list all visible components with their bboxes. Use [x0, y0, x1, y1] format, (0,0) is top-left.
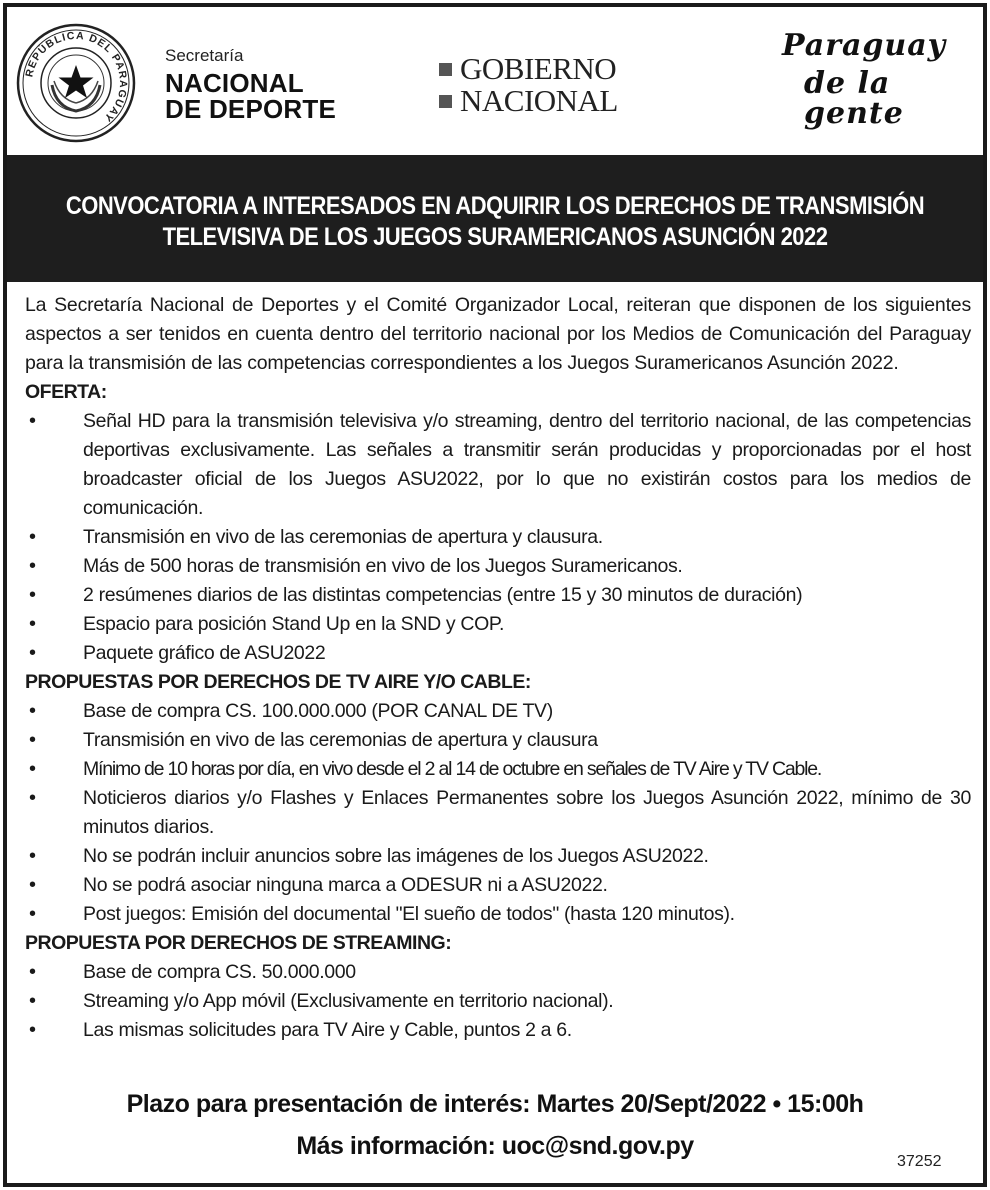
banner-line1: CONVOCATORIA A INTERESADOS EN ADQUIRIR LOS DERECHOS DE TRANSMISIÓN: [65, 192, 925, 220]
bullet: •: [29, 990, 36, 1012]
body-content: [25, 291, 971, 1045]
snd-line1: Secretaría: [165, 46, 244, 65]
deadline-text: Plazo para presentación de interés: Martes 20/Sept/2022 • 15:00h: [126, 1090, 864, 1118]
snd-line2: NACIONAL: [165, 68, 304, 98]
bullet: •: [29, 613, 36, 635]
banner-line2: TELEVISIVA DE LOS JUEGOS SURAMERICANOS ASUNCIÓN 2022: [162, 223, 828, 251]
bullet: •: [29, 584, 36, 606]
title-banner: [7, 155, 983, 282]
pdlg-line1: Paraguay: [782, 28, 947, 63]
oferta-list: [25, 407, 971, 668]
list-item: • Señal HD para la transmisión televisiva y/o streaming, dentro del territorio nacional, de las competencias deportivas exclusivamente. Las señales a transmitir serán producidas y proporcionadas por el host broadcaster oficial de los Juegos ASU2022, por lo que no existirán costos para los medios de comunicación.: [25, 407, 971, 523]
list-item: • Streaming y/o App móvil (Exclusivamente en territorio nacional).: [25, 987, 971, 1016]
oferta-title: OFERTA:: [25, 381, 107, 403]
list-item: • No se podrán incluir anuncios sobre las imágenes de los Juegos ASU2022.: [25, 842, 971, 871]
bullet: •: [29, 410, 36, 432]
bullet: •: [29, 787, 36, 809]
snd-logo: [165, 47, 336, 122]
bullet: •: [29, 961, 36, 983]
bullet: •: [29, 700, 36, 722]
list-item: • Mínimo de 10 horas por día, en vivo desde el 2 al 14 de octubre en señales de TV Aire y TV Cable.: [25, 755, 971, 784]
snd-line3: DE DEPORTE: [165, 94, 337, 124]
square-icon: [439, 63, 452, 76]
list-item: • Transmisión en vivo de las ceremonias de apertura y clausura: [25, 726, 971, 755]
pdlg-line2: de la gente: [804, 66, 904, 131]
streaming-title: PROPUESTA POR DERECHOS DE STREAMING:: [25, 932, 452, 954]
ad-code: 37252: [897, 1153, 942, 1170]
list-item: • No se podrá asociar ninguna marca a ODESUR ni a ASU2022.: [25, 871, 971, 900]
list-item: • Las mismas solicitudes para TV Aire y Cable, puntos 2 a 6.: [25, 1016, 971, 1045]
national-seal-icon: [16, 23, 136, 143]
list-item: • Paquete gráfico de ASU2022: [25, 639, 971, 668]
tv-list: [25, 697, 971, 929]
square-icon: [439, 95, 452, 108]
bullet: •: [29, 903, 36, 925]
bullet: •: [29, 526, 36, 548]
bullet: •: [29, 1019, 36, 1041]
bullet: •: [29, 729, 36, 751]
list-item: • Base de compra CS. 100.000.000 (POR CANAL DE TV): [25, 697, 971, 726]
seal-text: REPÚBLICA DEL PARAGUAY: [23, 29, 130, 125]
list-item: • Base de compra CS. 50.000.000: [25, 958, 971, 987]
bullet: •: [29, 642, 36, 664]
gob-line1: GOBIERNO: [460, 51, 617, 86]
bullet: •: [29, 874, 36, 896]
list-item: • Noticieros diarios y/o Flashes y Enlaces Permanentes sobre los Juegos Asunción 2022, mínimo de 30 minutos diarios.: [25, 784, 971, 842]
bullet: •: [29, 758, 35, 780]
more-info-text: Más información: uoc@snd.gov.py: [296, 1132, 694, 1160]
list-item: • Transmisión en vivo de las ceremonias de apertura y clausura.: [25, 523, 971, 552]
list-item: • 2 resúmenes diarios de las distintas competencias (entre 15 y 30 minutos de duración): [25, 581, 971, 610]
bullet: •: [29, 845, 36, 867]
gobierno-nacional-logo: [439, 53, 618, 117]
list-item: • Post juegos: Emisión del documental "El sueño de todos" (hasta 120 minutos).: [25, 900, 971, 929]
intro-paragraph: La Secretaría Nacional de Deportes y el Comité Organizador Local, reiteran que disponen de los siguientes aspectos a ser tenidos en cuenta dentro del territorio nacional por los Medios de Comunicación del Paraguay para la transmisión de las competencias correspondientes a los Juegos Suramericanos Asunción 2022.: [25, 294, 971, 374]
header: [7, 7, 983, 155]
list-item: • Más de 500 horas de transmisión en vivo de los Juegos Suramericanos.: [25, 552, 971, 581]
gob-line2: NACIONAL: [460, 83, 618, 118]
tv-title: PROPUESTAS POR DERECHOS DE TV AIRE Y/O CABLE:: [25, 671, 531, 693]
list-item: • Espacio para posición Stand Up en la SND y COP.: [25, 610, 971, 639]
streaming-list: [25, 958, 971, 1045]
banner-title: [66, 155, 925, 253]
advertisement-frame: [3, 3, 987, 1187]
paraguay-de-la-gente-logo: [782, 28, 983, 131]
bullet: •: [29, 555, 36, 577]
